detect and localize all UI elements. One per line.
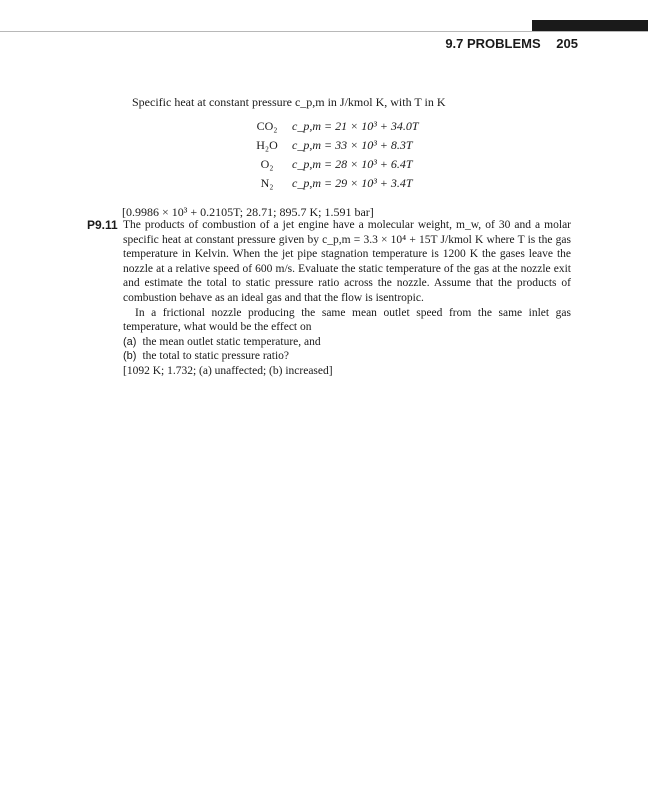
- species-label: O₂: [260, 157, 274, 171]
- problem-answer: [1092 K; 1.732; (a) unaffected; (b) increased]: [123, 364, 333, 377]
- formula-row: [250, 117, 419, 136]
- specific-heat-formula-table: [250, 117, 419, 193]
- problem-paragraph-1: The products of combustion of a jet engine have a molecular weight, m_w, of 30 and a molar specific heat at constant pressure given by c_p,m = 3.3 × 10⁴ + 15T J/kmol K where T is the gas temperature in Kelvin. When the jet pipe stagnation temperature is 1200 K the gases leave the nozzle at a relative speed of 600 m/s. Evaluate the static temperature of the gas at the nozzle exit and estimate the total to static pressure ratio across the nozzle. Assume that the products of combustion behave as an ideal gas and that the flow is isentropic.: [123, 219, 571, 304]
- page-number: 205: [556, 36, 578, 51]
- section-title: 9.7 PROBLEMS: [445, 36, 541, 51]
- formula-expression: c_p,m = 21 × 10³ + 34.0T: [292, 119, 419, 133]
- previous-problem-answer: [0.9986 × 10³ + 0.2105T; 28.71; 895.7 K; 1.591 bar]: [122, 205, 374, 219]
- formula-row: [250, 155, 419, 174]
- header-rule: [0, 31, 648, 32]
- species-label: N₂: [260, 176, 274, 190]
- problem-item-b: [123, 349, 571, 364]
- problem-p9-11: [87, 218, 571, 379]
- species-label: CO₂: [256, 119, 278, 133]
- species-label: H₂O: [256, 138, 278, 152]
- problem-item-a: [123, 335, 571, 350]
- formula-expression: c_p,m = 28 × 10³ + 6.4T: [292, 157, 413, 171]
- formula-expression: c_p,m = 33 × 10³ + 8.3T: [292, 138, 413, 152]
- running-head: [420, 36, 578, 51]
- formula-row: [250, 136, 419, 155]
- formula-row: [250, 174, 419, 193]
- problem-body: [123, 218, 571, 379]
- problem-paragraph-2: In a frictional nozzle producing the same mean outlet speed from the same inlet gas temperature, what would be the effect on: [123, 306, 571, 334]
- item-label: (b): [123, 350, 137, 363]
- item-label: (a): [123, 335, 137, 348]
- formula-expression: c_p,m = 29 × 10³ + 3.4T: [292, 176, 413, 190]
- item-text: the mean outlet static temperature, and: [142, 335, 321, 348]
- specific-heat-intro: Specific heat at constant pressure c_p,m in J/kmol K, with T in K: [132, 95, 446, 109]
- problem-number: P9.11: [87, 218, 118, 232]
- item-text: the total to static pressure ratio?: [142, 350, 290, 363]
